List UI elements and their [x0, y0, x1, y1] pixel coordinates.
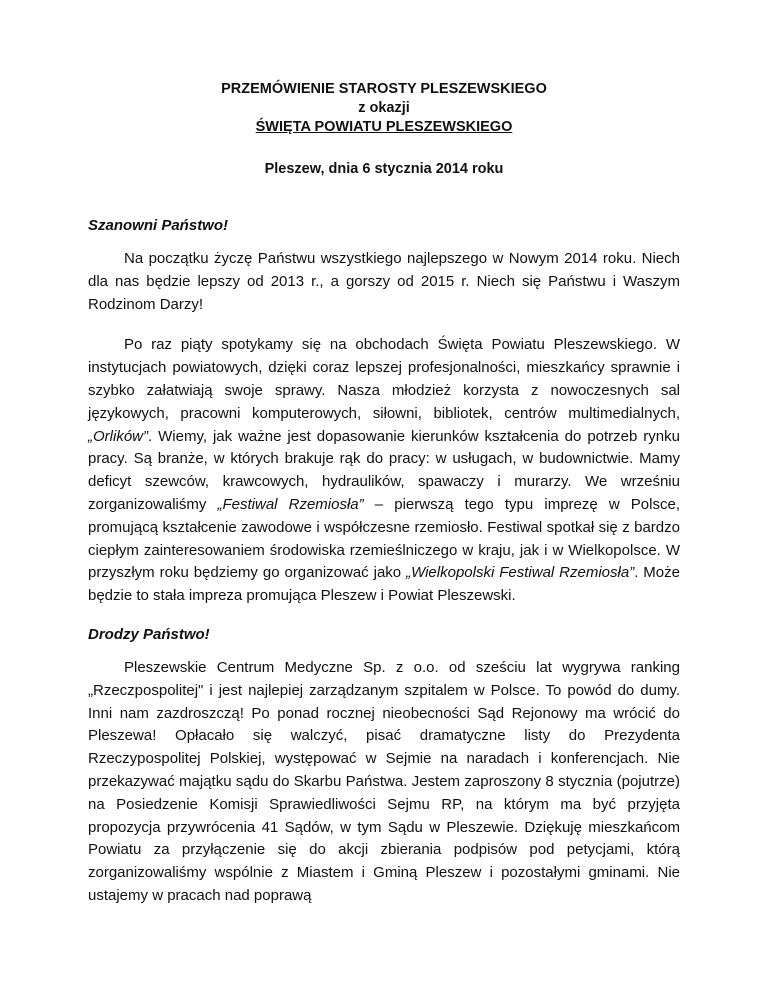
p2-text-c: . Wiemy, jak ważne jest dopasowanie kierunków kształcenia do potrzeb rynku pracy. Są branże, w których brakuje rąk do pracy: w usługach, w budownictwie. Mamy deficyt szewców, krawcowych, hydraulików, spawaczy i murarzy. We wrześniu zorganizowaliśmy — [88, 427, 680, 513]
header-event: ŚWIĘTA POWIATU PLESZEWSKIEGO — [255, 119, 513, 135]
greeting-2: Drodzy Państwo! — [88, 625, 210, 643]
p2-text-g: . Może będzie to stała impreza promująca Pleszew i Powiat Pleszewski. — [88, 564, 680, 605]
p2-festiwal: „Festiwal Rzemiosła” — [217, 495, 364, 513]
header-occasion: z okazji — [358, 100, 410, 116]
dateline: Pleszew, dnia 6 stycznia 2014 roku — [264, 161, 504, 177]
document-header — [88, 80, 680, 137]
paragraph-3: Pleszewskie Centrum Medyczne Sp. z o.o. od sześciu lat wygrywa ranking „Rzeczpospolitej" i jest najlepiej zarządzanym szpitalem w Polsce. To powód do dumy. Inni nam zazdroszczą! Po ponad rocznej nieobecności Sąd Rejonowy ma wrócić do Pleszewa! Opłacało się walczyć, pisać dramatyczne listy do Prezydenta Rzeczypospolitej Polskiej, występować w Sejmie na naradach i konferencjach. Nie przekazywać majątku sądu do Skarbu Państwa. Jestem zaproszony 8 stycznia (pojutrze) na Posiedzenie Komisji Sprawiedliwości Sejmu RP, na którym ma być przyjęta propozycja przywrócenia 41 Sądów, w tym Sądu w Pleszewie. Dziękuję mieszkańcom Powiatu za przyłączenie się do akcji zbierania podpisów pod petycjami, którą zorganizowaliśmy wspólnie z Miastem i Gminą Pleszew i pozostałymi gminami. Nie ustajemy w pracach nad poprawą — [88, 658, 680, 904]
p2-wielkopolski-festiwal: „Wielkopolski Festiwal Rzemiosła” — [406, 564, 635, 582]
paragraph-2 — [88, 334, 680, 608]
p2-text-e: – pierwszą tego typu imprezę w Polsce, promującą kształcenie zawodowe i współczesne rzemiosło. Festiwal spotkał się z bardzo ciepłym zainteresowaniem środowiska rzemieślniczego w kraju, jak i w Wielkopolsce. W przyszłym roku będziemy go organizować jako — [88, 495, 680, 582]
paragraph-1: Na początku życzę Państwu wszystkiego najlepszego w Nowym 2014 roku. Niech dla nas będzie lepszy od 2013 r., a gorszy od 2015 r. Niech się Państwu i Waszym Rodzinom Darzy! — [88, 250, 680, 313]
p2-text-a: Po raz piąty spotykamy się na obchodach Święta Powiatu Pleszewskiego. W instytucjach powiatowych, dzięki coraz lepszej profesjonalności, mieszkańcy sprawnie i szybko załatwiają swoje sprawy. Nasza młodzież korzysta z nowoczesnych sal językowych, pracowni komputerowych, siłowni, bibliotek, centrów multimedialnych, — [88, 336, 680, 422]
p2-orliki: „Orlików” — [88, 427, 148, 445]
header-title: PRZEMÓWIENIE STAROSTY PLESZEWSKIEGO — [221, 81, 547, 97]
greeting-1: Szanowni Państwo! — [88, 217, 229, 234]
